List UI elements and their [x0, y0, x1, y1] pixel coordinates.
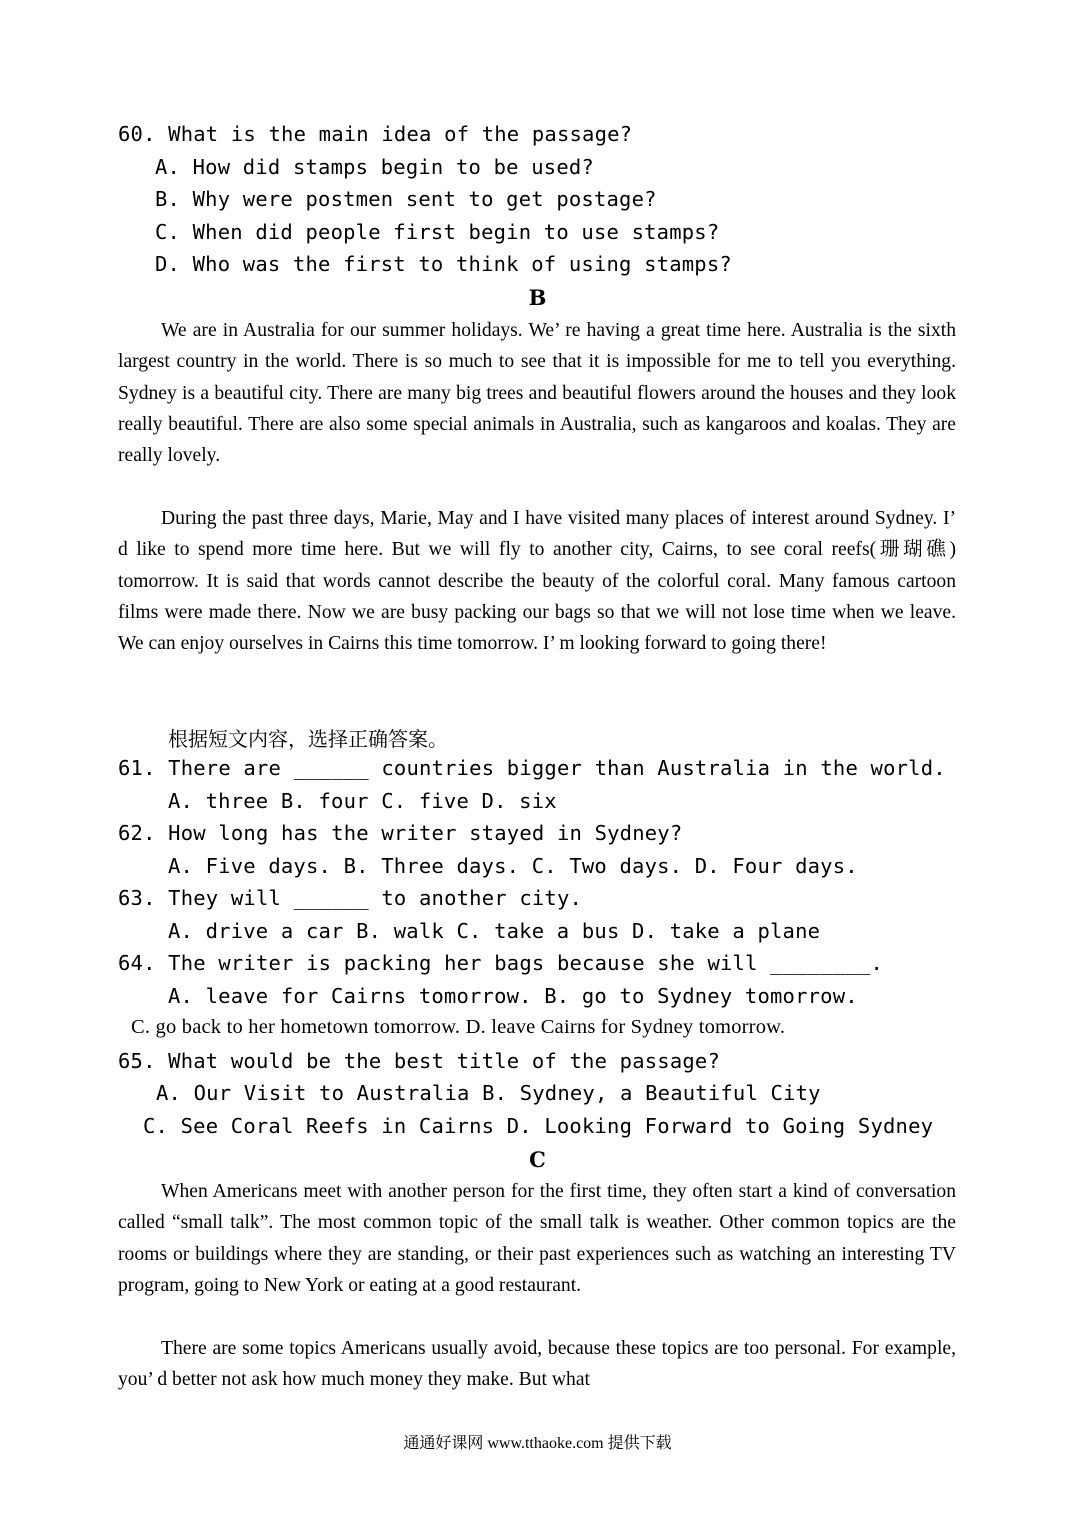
question-62-stem: 62. How long has the writer stayed in Sydney? [118, 821, 683, 845]
question-65-stem: 65. What would be the best title of the passage? [118, 1049, 721, 1073]
section-b-paragraph-2: During the past three days, Marie, May and I have visited many places of interest around Sydney. I’ d like to spend more time here. But we will fly to another city, Cairns, to see coral reefs(珊瑚礁) tomorrow. It is said that words cannot describe the beauty of the colorful coral. Many famous cartoon films were made there. Now we are busy packing our bags so that we will not lose time when we leave. We can enjoy ourselves in Cairns this time tomorrow. I’ m looking forward to going there! [118, 508, 956, 655]
question-60-option-c: C. When did people first begin to use stamps? [155, 220, 720, 244]
section-b-instruction: 根据短文内容，选择正确答案。 [168, 727, 448, 751]
question-64-stem: 64. The writer is packing her bags because she will ________. [118, 951, 884, 975]
question-61-options: A. three B. four C. five D. six [168, 789, 557, 813]
question-63-options: A. drive a car B. walk C. take a bus D. take a plane [168, 919, 821, 943]
question-60-option-b: B. Why were postmen sent to get postage? [155, 187, 657, 211]
question-60-option-d: D. Who was the first to think of using stamps? [155, 252, 732, 276]
section-c-heading: C [529, 1147, 546, 1172]
question-65-options-line-1: A. Our Visit to Australia B. Sydney, a Beautiful City [156, 1081, 821, 1105]
section-c-paragraph-2: There are some topics Americans usually avoid, because these topics are too personal. For example, you’ d better not ask how much money they make. But what [118, 1338, 956, 1391]
section-c-paragraph-1: When Americans meet with another person for the first time, they often start a kind of conversation called “small talk”. The most common topic of the small talk is weather. Other common topics are the rooms or buildings where they are standing, or their past experiences such as watching an interesting TV program, going to New York or eating at a good restaurant. [118, 1181, 956, 1296]
question-65-options-line-2: C. See Coral Reefs in Cairns D. Looking Forward to Going Sydney [143, 1114, 934, 1138]
question-64-options-line-2: C. go back to her hometown tomorrow. D. leave Cairns for Sydney tomorrow. [131, 1016, 786, 1038]
question-62-options: A. Five days. B. Three days. C. Two days. D. Four days. [168, 854, 858, 878]
question-64-options-line-1: A. leave for Cairns tomorrow. B. go to Sydney tomorrow. [168, 984, 858, 1008]
page-footer: 通通好课网 www.tthaoke.com 提供下载 [403, 1435, 672, 1452]
section-b-heading: B [528, 285, 547, 310]
section-b-paragraph-1: We are in Australia for our summer holidays. We’ re having a great time here. Australia is the sixth largest country in the world. There is so much to see that it is impossible for me to tell you everything. Sydney is a beautiful city. There are many big trees and beautiful flowers around the houses and they look really beautiful. There are also some special animals in Australia, such as kangaroos and koalas. They are really lovely. [118, 320, 956, 467]
question-63-stem: 63. They will ______ to another city. [118, 886, 583, 910]
question-60-option-a: A. How did stamps begin to be used? [155, 155, 594, 179]
question-60-stem: 60. What is the main idea of the passage? [118, 122, 633, 146]
question-61-stem: 61. There are ______ countries bigger than Australia in the world. [118, 756, 946, 780]
